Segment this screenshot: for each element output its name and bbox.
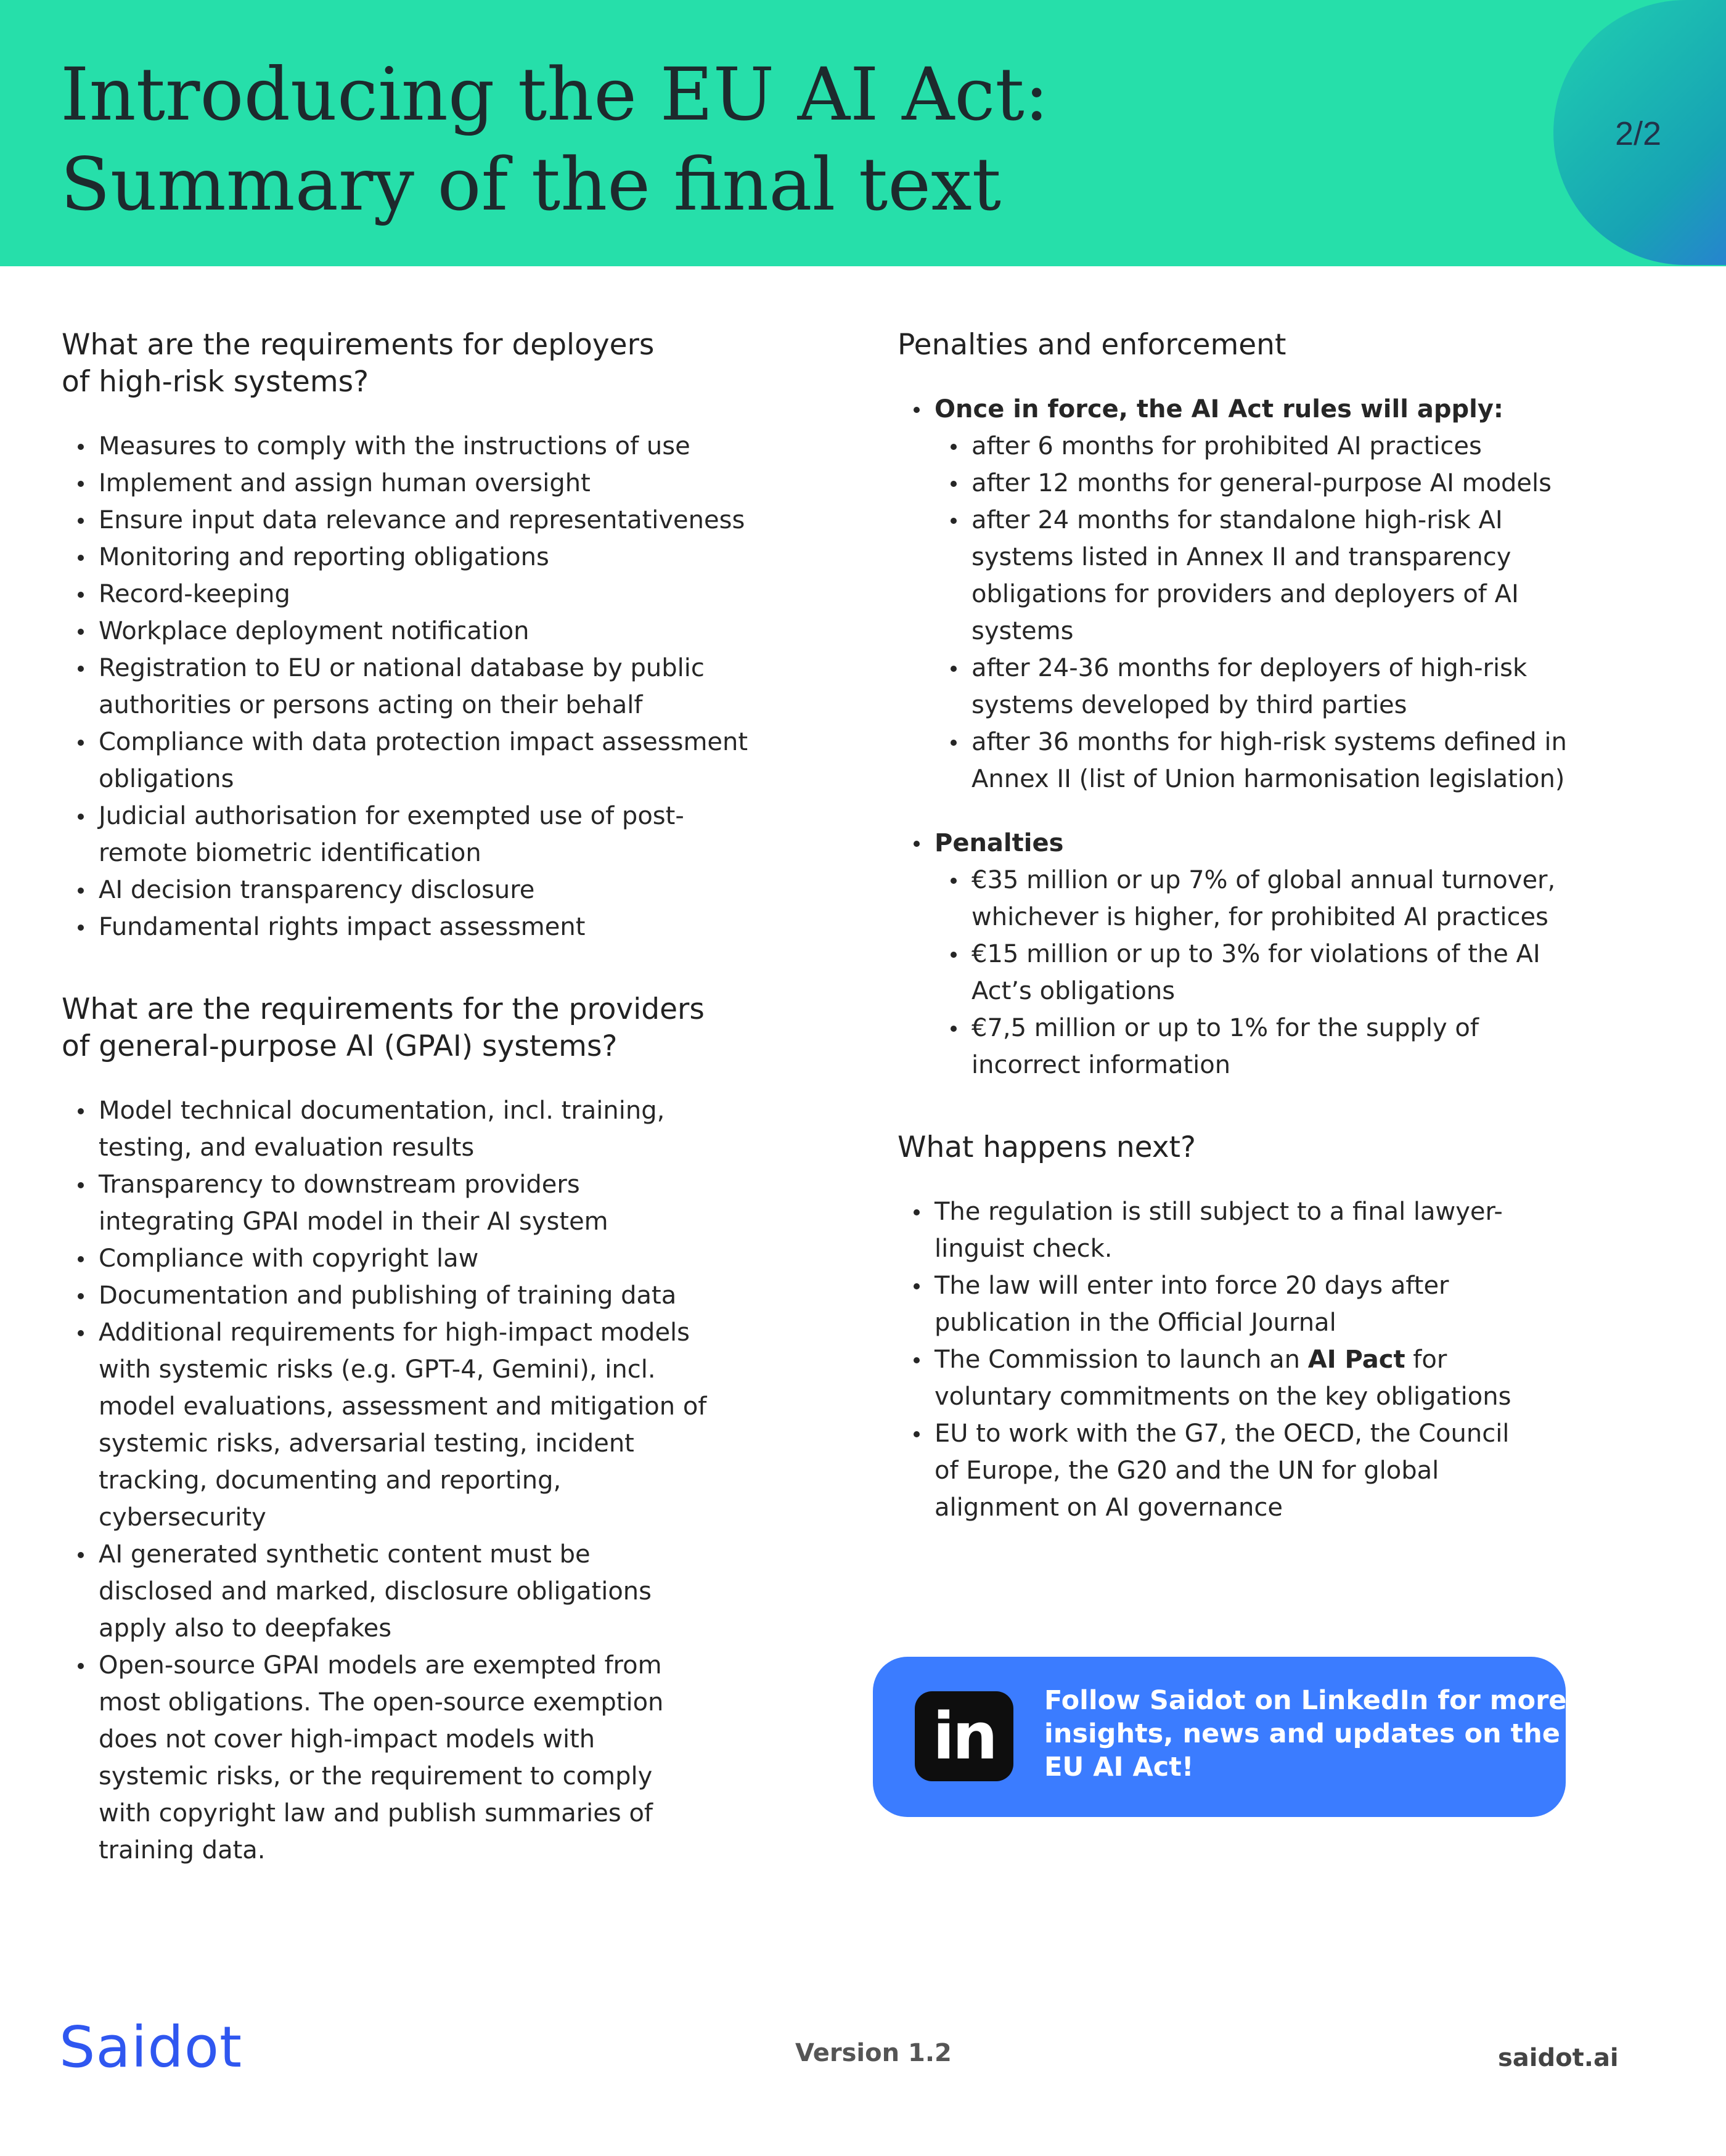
apply-sublist xyxy=(935,428,1699,798)
list-item: EU to work with the G7, the OECD, the Council of Europe, the G20 and the UN for global alignment on AI governance xyxy=(898,1415,1699,1526)
gpai-list xyxy=(62,1092,838,1869)
ai-pact-emphasis: AI Pact xyxy=(1307,1345,1405,1374)
list-item: after 24-36 months for deployers of high-risk systems developed by third parties xyxy=(935,650,1699,724)
title-line: Summary of the final text xyxy=(60,142,1002,227)
heading-line: What are the requirements for the providers xyxy=(62,992,705,1026)
deployers-section xyxy=(62,327,838,945)
site-link[interactable]: saidot.ai xyxy=(1498,2044,1619,2072)
list-item: Monitoring and reporting obligations xyxy=(62,539,838,576)
list-item xyxy=(898,825,1699,1084)
linkedin-icon[interactable]: in xyxy=(915,1691,1013,1781)
right-column xyxy=(898,327,1699,1526)
list-item: €7,5 million or up to 1% for the supply of incorrect information xyxy=(935,1010,1699,1084)
apply-heading: Once in force, the AI Act rules will apply: xyxy=(935,395,1503,423)
list-item: Open-source GPAI models are exempted from most obligations. The open-source exemption does not cover high-impact models with systemic risks, or the requirement to comply with copyright law and publish summaries of training data. xyxy=(62,1647,838,1869)
heading-line: What are the requirements for deployers xyxy=(62,328,655,362)
gpai-heading xyxy=(62,991,838,1065)
deployers-list xyxy=(62,428,838,945)
title-line: Introducing the EU AI Act: xyxy=(60,52,1049,137)
list-item: after 24 months for standalone high-risk AI systems listed in Annex II and transparency obligations for providers and deployers of AI systems xyxy=(935,502,1699,650)
next-list xyxy=(898,1193,1699,1526)
heading-line: What happens next? xyxy=(898,1130,1196,1164)
left-column xyxy=(62,327,838,1869)
list-item: Record-keeping xyxy=(62,576,838,613)
list-item: The Commission to launch an AI Pact for voluntary commitments on the key obligations xyxy=(898,1341,1699,1415)
list-item: Implement and assign human oversight xyxy=(62,465,838,502)
list-item: Workplace deployment notification xyxy=(62,613,838,650)
list-item: after 36 months for high-risk systems defined in Annex II (list of Union harmonisation legislation) xyxy=(935,724,1699,798)
list-item: Compliance with copyright law xyxy=(62,1240,838,1277)
list-item: The law will enter into force 20 days after publication in the Official Journal xyxy=(898,1267,1699,1341)
list-item: Documentation and publishing of training data xyxy=(62,1277,838,1314)
list-item: Additional requirements for high-impact models with systemic risks (e.g. GPT-4, Gemini), incl. model evaluations, assessment and mitigation of systemic risks, adversarial testing, incident tracking, documenting and reporting, cybersecurity xyxy=(62,1314,838,1536)
linkedin-follow-link[interactable]: Follow Saidot on LinkedIn for more insights, news and updates on the EU AI Act! xyxy=(1044,1685,1567,1782)
heading-line: of high-risk systems? xyxy=(62,365,369,399)
list-item: Ensure input data relevance and representativeness xyxy=(62,502,838,539)
list-item: after 6 months for prohibited AI practices xyxy=(935,428,1699,465)
list-item: €15 million or up to 3% for violations of the AI Act’s obligations xyxy=(935,936,1699,1010)
penalties-section xyxy=(898,327,1699,1084)
list-item: €35 million or up 7% of global annual turnover, whichever is higher, for prohibited AI practices xyxy=(935,862,1699,936)
heading-line: Penalties and enforcement xyxy=(898,328,1286,362)
page-title xyxy=(60,49,1478,229)
brand-logo: Saidot xyxy=(59,2014,243,2080)
deployers-heading xyxy=(62,327,838,401)
penalties-heading xyxy=(898,327,1699,364)
penalties-subheading: Penalties xyxy=(935,829,1064,857)
list-item xyxy=(898,391,1699,825)
penalty-sublist xyxy=(935,862,1699,1084)
list-item: AI generated synthetic content must be disclosed and marked, disclosure obligations apply also to deepfakes xyxy=(62,1536,838,1647)
list-item: AI decision transparency disclosure xyxy=(62,872,838,909)
list-item: The regulation is still subject to a final lawyer- linguist check. xyxy=(898,1193,1699,1267)
page-header xyxy=(0,0,1726,266)
list-item: Compliance with data protection impact assessment obligations xyxy=(62,724,838,798)
version-label: Version 1.2 xyxy=(795,2039,952,2067)
next-section xyxy=(898,1129,1699,1526)
linkedin-follow-card[interactable] xyxy=(873,1657,1566,1817)
gpai-section xyxy=(62,991,838,1869)
page-number: 2/2 xyxy=(1615,115,1662,152)
list-item: Judicial authorisation for exempted use of post- remote biometric identification xyxy=(62,798,838,872)
list-item: Model technical documentation, incl. training, testing, and evaluation results xyxy=(62,1092,838,1166)
next-heading xyxy=(898,1129,1699,1166)
list-item: Transparency to downstream providers integrating GPAI model in their AI system xyxy=(62,1166,838,1240)
penalties-list xyxy=(898,391,1699,1084)
list-item: Registration to EU or national database by public authorities or persons acting on their behalf xyxy=(62,650,838,724)
heading-line: of general-purpose AI (GPAI) systems? xyxy=(62,1029,618,1063)
list-item: after 12 months for general-purpose AI models xyxy=(935,465,1699,502)
list-item: Measures to comply with the instructions of use xyxy=(62,428,838,465)
list-item: Fundamental rights impact assessment xyxy=(62,909,838,945)
